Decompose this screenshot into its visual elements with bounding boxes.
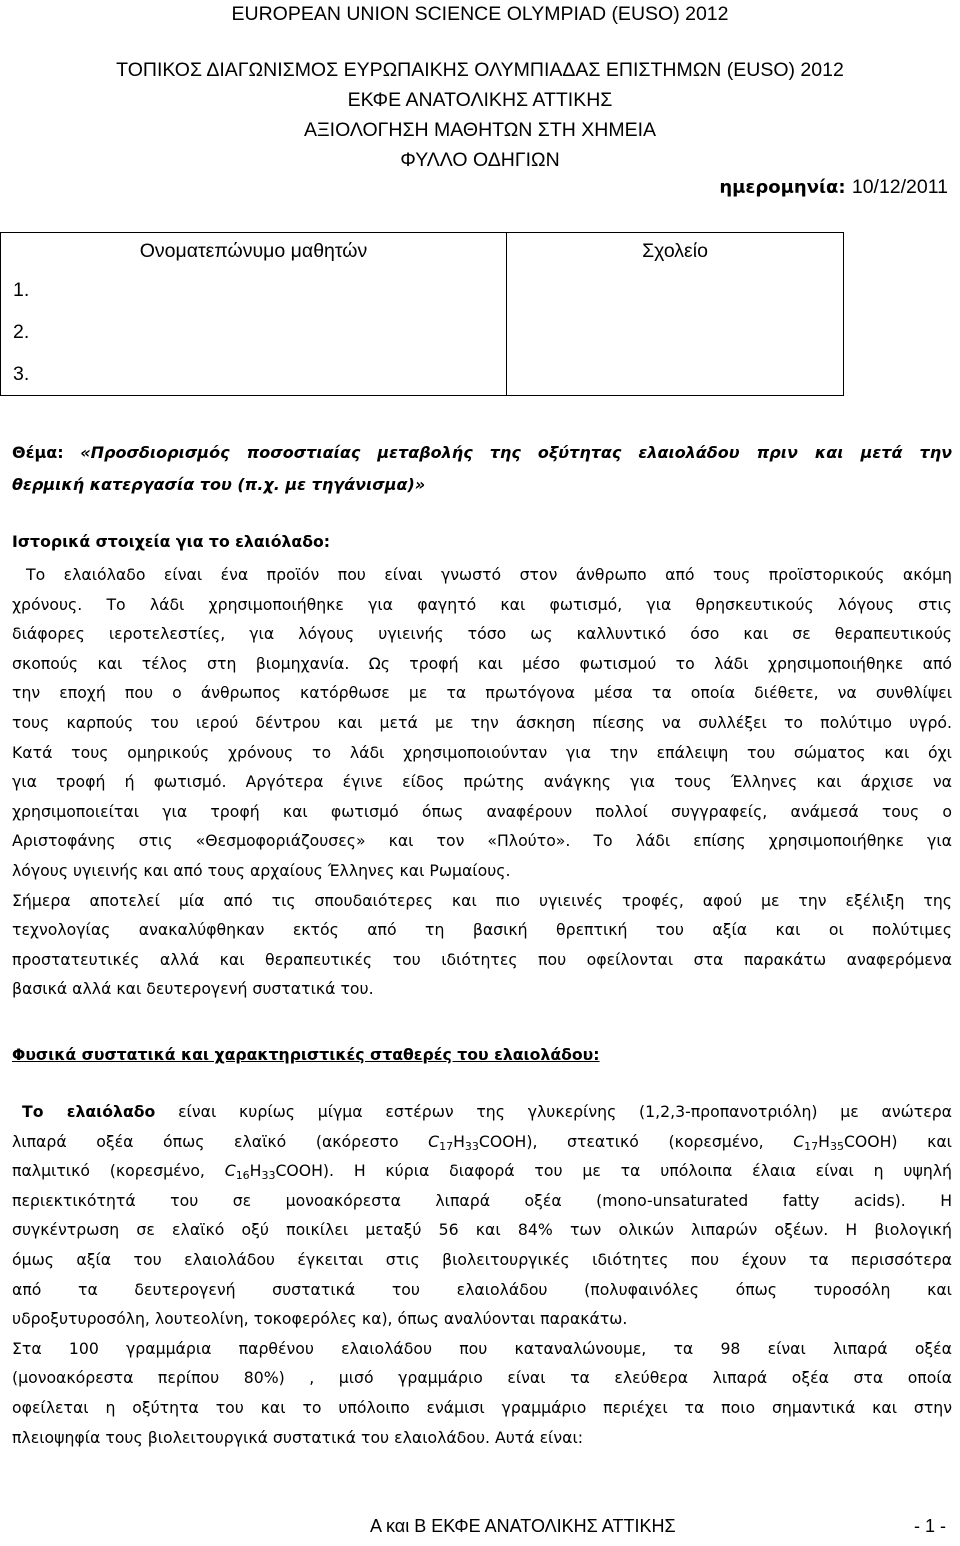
text-line: από τα δευτερογενή συστατικά του ελαιολάδου (πολυφαινόλες όπως τυροσόλη και — [12, 1279, 952, 1299]
school-cell — [507, 311, 844, 353]
text-line: παλμιτικό (κορεσμένο, $C_{16}H_{33}COOH$). Η κύρια διαφορά του με τα υπόλοιπα έλαια είναι η υψηλή — [12, 1161, 952, 1183]
students-table — [0, 232, 844, 396]
formula-oleic: $C_{17}H_{33}COOH$ — [428, 1131, 527, 1153]
document-header: EUROPEAN UNION SCIENCE OLYMPIAD (EUSO) 2012 — [231, 3, 729, 25]
text-line: περιεκτικότητά του σε μονοακόρεστα λιπαρά οξέα (mono-unsaturated fatty acids). Η — [12, 1190, 952, 1210]
date-label: ημερομηνία: — [719, 177, 846, 198]
text-line: τους καρπούς του ιερού δέντρου και μετά με την άσκηση πίεσης να συλλέξει το πολύτιμο υγρό. — [12, 712, 952, 732]
text-line: οφείλεται η οξύτητα του και το υπόλοιπο ενάμισι γραμμάριο περιέχει τα ποιο σημαντικά και στην — [12, 1397, 952, 1417]
text-line: λιπαρά οξέα όπως ελαϊκό (ακόρεστο $C_{17}H_{33}COOH$), στεατικό (κορεσμένο, $C_{17}H_{35}COOH$) και — [12, 1131, 952, 1153]
text-line: Στα 100 γραμμάρια παρθένου ελαιολάδου που καταναλώνουμε, τα 98 είναι λιπαρά οξέα — [12, 1338, 952, 1358]
date-value: 10/12/2011 — [851, 176, 948, 198]
school-cell — [507, 269, 844, 311]
history-paragraph — [12, 560, 952, 1004]
topic-label: Θέμα: — [12, 443, 64, 462]
physical-heading: Φυσικά συστατικά και χαρακτηριστικές σταθερές του ελαιολάδου: — [12, 1045, 600, 1064]
topic-line — [12, 437, 952, 469]
text-line: βασικά αλλά και δευτερογενή συστατικά του. — [12, 979, 374, 999]
title-line: ΦΥΛΛΟ ΟΔΗΓΙΩΝ — [400, 149, 560, 171]
text-line: χρησιμοποιείται για τροφή και φωτισμό όπως αναφέρουν πολλοί συγγραφείς, ανάμεσά τους ο — [12, 801, 952, 821]
topic-text: «Προσδιορισμός ποσοστιαίας μεταβολής της οξύτητας ελαιολάδου πριν και μετά την — [80, 443, 952, 462]
student-row: 2. — [1, 311, 507, 353]
title-line: ΑΞΙΟΛΟΓΗΣΗ ΜΑΘΗΤΩΝ ΣΤΗ ΧΗΜΕΙΑ — [303, 119, 657, 141]
text-line: σκοπούς και τέλος στη βιομηχανία. Ως τροφή και μέσο φωτισμού το λάδι χρησιμοποιήθηκε από — [12, 653, 952, 673]
footer-text: Α και Β ΕΚΦΕ ΑΝΑΤΟΛΙΚΗΣ ΑΤΤΙΚΗΣ — [370, 1516, 676, 1536]
topic — [12, 437, 952, 501]
text-line: λόγους υγιεινής και από τους αρχαίους Έλληνες και Ρωμαίους. — [12, 860, 511, 880]
text-line: την εποχή που ο άνθρωπος κατόρθωσε με τα πρωτόγονα μέσα τα οποία διέθετε, να συνθλίψει — [12, 683, 952, 703]
student-row: 3. — [1, 353, 507, 396]
history-heading: Ιστορικά στοιχεία για το ελαιόλαδο: — [12, 532, 331, 551]
text-line: διάφορες ιεροτελεστίες, για λόγους υγιεινής τόσο ως καλλυντικό όσο και σε θεραπευτικούς — [12, 624, 952, 644]
text-line: Το ελαιόλαδο είναι ένα προϊόν που είναι γνωστό στον άνθρωπο από τους προϊστορικούς ακόμη — [26, 565, 952, 584]
topic-line: θερμική κατεργασία του (π.χ. με τηγάνισμα)» — [12, 475, 426, 494]
text-line: Αριστοφάνης στις «Θεσμοφοριάζουσες» και τον «Πλούτο». Το λάδι επίσης χρησιμοποιήθηκε για — [12, 831, 952, 851]
formula-palmitic: $C_{16}H_{33}COOH$ — [224, 1161, 323, 1183]
page-footer — [0, 1516, 960, 1542]
text-line: συγκέντρωση σε ελαϊκό οξύ ποικίλει μεταξύ 56 και 84% των ολικών λιπαρών οξέων. Η βιολογική — [12, 1220, 952, 1240]
student-row: 1. — [1, 269, 507, 311]
page-number: - 1 - — [913, 1516, 946, 1536]
date-line — [719, 176, 948, 199]
text-line: Κατά τους ομηρικούς χρόνους το λάδι χρησιμοποιούνταν για την επάλειψη του σώματος και όχι — [12, 742, 952, 762]
title-line: ΕΚΦΕ ΑΝΑΤΟΛΙΚΗΣ ΑΤΤΙΚΗΣ — [347, 89, 613, 111]
text-line: προστατευτικές αλλά και θεραπευτικές του ιδιότητες που οφείλονται στα παρακάτω αναφερόμενα — [12, 949, 952, 969]
text-line: πλειοψηφία τους βιολειτουργικά συστατικά του ελαιολάδου. Αυτά είναι: — [12, 1427, 584, 1447]
text-line: για τροφή ή φωτισμό. Αργότερα έγινε είδος πρώτης ανάγκης για τους Έλληνες και άρχισε να — [12, 772, 952, 792]
text-line: χρόνους. Το λάδι χρησιμοποιήθηκε για φαγητό και φωτισμό, για θρησκευτικούς λόγους στις — [12, 594, 952, 614]
text-line: όμως αξία του ελαιολάδου έγκειται στις βιολειτουργικές ιδιότητες που έχουν τα περισσότερα — [12, 1249, 952, 1269]
students-header: Ονοματεπώνυμο μαθητών — [1, 233, 507, 270]
title-line: ΤΟΠΙΚΟΣ ΔΙΑΓΩΝΙΣΜΟΣ ΕΥΡΩΠΑΙΚΗΣ ΟΛΥΜΠΙΑΔΑΣ ΕΠΙΣΤΗΜΩΝ (EUSO) 2012 — [116, 59, 844, 81]
text-line: τεχνολογίας ανακαλύφθηκαν εκτός από τη βασική θρεπτική του αξία και οι πολύτιμες — [12, 920, 952, 940]
text-line: υδροξυτυροσόλη, λουτεολίνη, τοκοφερόλες κα), όπως αναλύονται παρακάτω. — [12, 1309, 628, 1329]
title-block — [0, 55, 960, 175]
school-header: Σχολείο — [507, 233, 844, 270]
text-line: Σήμερα αποτελεί μία από τις σπουδαιότερες και πιο υγιεινές τροφές, αφού με την εξέλιξη της — [12, 890, 952, 910]
text-line: Το ελαιόλαδο είναι κυρίως μίγμα εστέρων της γλυκερίνης (1,2,3-προπανοτριόλη) με ανώτερα — [22, 1102, 952, 1121]
text-line: (μονοακόρεστα περίπου 80%) , μισό γραμμάριο είναι τα ελεύθερα λιπαρά οξέα στα οποία — [12, 1368, 952, 1388]
school-cell — [507, 353, 844, 396]
physical-paragraph — [12, 1097, 952, 1452]
formula-stearic: $C_{17}H_{35}COOH$ — [793, 1131, 892, 1153]
